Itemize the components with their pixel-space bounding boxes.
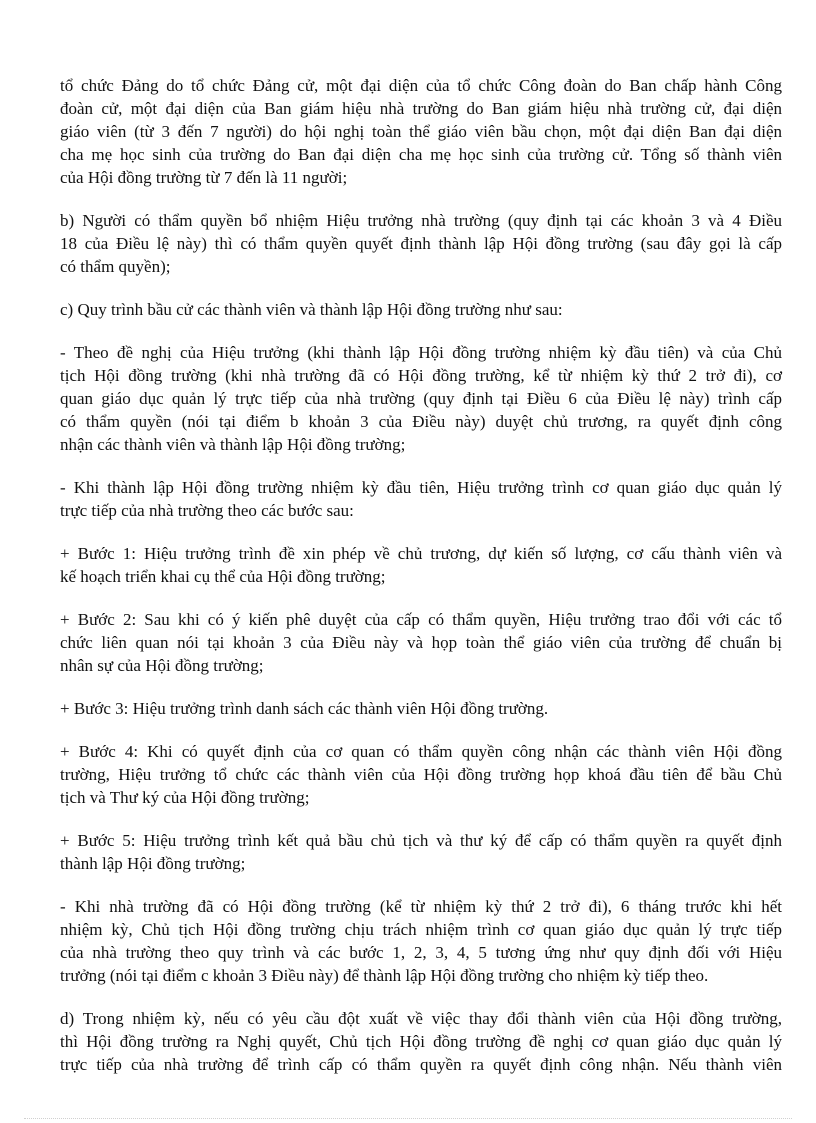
text-line: trực tiếp của nhà trường theo các bước sau: [60,501,354,520]
text-line: nhận các thành viên và thành lập Hội đồng trường; [60,435,406,454]
paragraph [60,298,782,321]
text-line: + Bước 3: Hiệu trưởng trình danh sách các thành viên Hội đồng trường. [60,699,549,718]
text-line: kế hoạch triển khai cụ thể của Hội đồng trường; [60,567,386,586]
text-line: đoàn cử, một đại diện của Ban giám hiệu nhà trường do Ban giám hiệu nhà trường cử, đại diện [60,99,782,118]
text-line: b) Người có thẩm quyền bổ nhiệm Hiệu trưởng nhà trường (quy định tại các khoản 3 và 4 Điều [60,211,782,230]
text-line: quan giáo dục quản lý trực tiếp của nhà trường (quy định tại Điều 6 của Điều lệ này) trình cấp [60,389,782,408]
text-line: + Bước 5: Hiệu trưởng trình kết quả bầu chủ tịch và thư ký để cấp có thẩm quyền ra quyết định [60,831,782,850]
document-body [60,74,782,1096]
text-line: - Theo đề nghị của Hiệu trưởng (khi thành lập Hội đồng trường nhiệm kỳ đầu tiên) và của Chủ [60,343,782,362]
text-line: nhân sự của Hội đồng trường; [60,656,264,675]
text-line: thành lập Hội đồng trường; [60,854,246,873]
paragraph [60,209,782,278]
text-line: chức liên quan nói tại khoản 3 của Điều này và họp toàn thể giáo viên của trường để chuẩn bị [60,633,782,652]
text-line: + Bước 2: Sau khi có ý kiến phê duyệt của cấp có thẩm quyền, Hiệu trưởng trao đổi với các tổ [60,610,782,629]
text-line: của nhà trường theo quy trình và các bước 1, 2, 3, 4, 5 tương ứng như quy định đối với Hiệu [60,943,782,962]
paragraph [60,895,782,987]
text-line: + Bước 1: Hiệu trưởng trình đề xin phép về chủ trương, dự kiến số lượng, cơ cấu thành viên và [60,544,782,563]
text-line: tịch và Thư ký của Hội đồng trường; [60,788,310,807]
paragraph [60,74,782,189]
text-line: cha mẹ học sinh của trường do Ban đại diện cha mẹ học sinh của trường cử. Tổng số thành viên [60,145,782,164]
text-line: trực tiếp của nhà trường để trình cấp có thẩm quyền ra quyết định công nhận. Nếu thành viên [60,1055,782,1074]
text-line: trường, Hiệu trưởng tổ chức các thành viên của Hội đồng trường họp khoá đầu tiên để bầu Chủ [60,765,782,784]
text-line: có thẩm quyền (nói tại điểm b khoản 3 của Điều này) duyệt chủ trương, ra quyết định công [60,412,782,431]
paragraph [60,608,782,677]
paragraph [60,542,782,588]
page-bottom-divider [24,1118,792,1119]
text-line: tịch Hội đồng trường (khi nhà trường đã có Hội đồng trường, kể từ nhiệm kỳ thứ 2 trở đi), cơ [60,366,782,385]
paragraph [60,1007,782,1076]
paragraph [60,829,782,875]
paragraph [60,476,782,522]
text-line: tổ chức Đảng do tổ chức Đảng cử, một đại diện của tổ chức Công đoàn do Ban chấp hành Công [60,76,782,95]
text-line: nhiệm kỳ, Chủ tịch Hội đồng trường chịu trách nhiệm trình cơ quan giáo dục quản lý trực tiếp [60,920,782,939]
text-line: trưởng (nói tại điểm c khoản 3 Điều này) để thành lập Hội đồng trường cho nhiệm kỳ tiếp theo. [60,966,709,985]
text-line: của Hội đồng trường từ 7 đến là 11 người; [60,168,348,187]
text-line: + Bước 4: Khi có quyết định của cơ quan có thẩm quyền công nhận các thành viên Hội đồng [60,742,782,761]
text-line: thì Hội đồng trường ra Nghị quyết, Chủ tịch Hội đồng trường đề nghị cơ quan giáo dục quản lý [60,1032,782,1051]
text-line: có thẩm quyền); [60,257,171,276]
text-line: - Khi nhà trường đã có Hội đồng trường (kể từ nhiệm kỳ thứ 2 trở đi), 6 tháng trước khi hết [60,897,782,916]
paragraph [60,740,782,809]
text-line: giáo viên (từ 3 đến 7 người) do hội nghị toàn thể giáo viên bầu chọn, một đại diện Ban đại diện [60,122,782,141]
text-line: 18 của Điều lệ này) thì có thẩm quyền quyết định thành lập Hội đồng trường (sau đây gọi là cấp [60,234,782,253]
text-line: c) Quy trình bầu cử các thành viên và thành lập Hội đồng trường như sau: [60,300,563,319]
paragraph [60,341,782,456]
paragraph [60,697,782,720]
text-line: - Khi thành lập Hội đồng trường nhiệm kỳ đầu tiên, Hiệu trưởng trình cơ quan giáo dục quản lý [60,478,782,497]
text-line: d) Trong nhiệm kỳ, nếu có yêu cầu đột xuất về việc thay đổi thành viên của Hội đồng trường, [60,1009,782,1028]
